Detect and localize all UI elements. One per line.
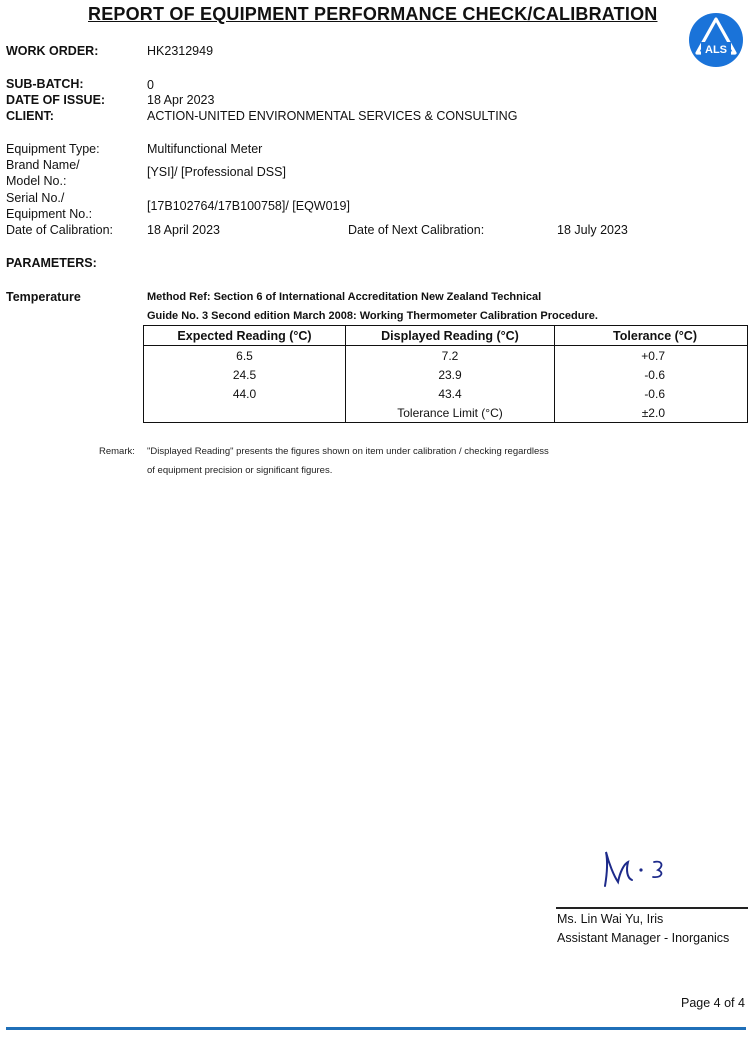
expected-cell: 44.0	[144, 384, 346, 403]
table-row	[144, 346, 748, 366]
remark-line-1: "Displayed Reading" presents the figures shown on item under calibration / checking regardless	[147, 446, 549, 457]
report-title: REPORT OF EQUIPMENT PERFORMANCE CHECK/CALIBRATION	[88, 4, 658, 24]
temperature-label: Temperature	[6, 290, 81, 304]
next-calibration-label: Date of Next Calibration:	[348, 223, 485, 237]
tolerance-cell: -0.6	[555, 384, 748, 403]
displayed-cell: 7.2	[346, 346, 555, 366]
date-of-issue-value: 18 Apr 2023	[147, 93, 215, 107]
brand-label-line-1: Brand Name/	[6, 158, 80, 172]
tolerance-limit-value: ±2.0	[555, 403, 748, 423]
empty-cell	[144, 403, 346, 423]
expected-cell: 6.5	[144, 346, 346, 366]
serial-label-line-1: Serial No./	[6, 191, 65, 205]
displayed-cell: 43.4	[346, 384, 555, 403]
displayed-cell: 23.9	[346, 365, 555, 384]
col-tolerance: Tolerance (°C)	[555, 326, 748, 346]
work-order-value: HK2312949	[147, 44, 214, 58]
work-order-label: WORK ORDER:	[6, 44, 99, 58]
footer-line	[6, 1027, 746, 1030]
sub-batch-label: SUB-BATCH:	[6, 77, 84, 91]
client-label: CLIENT:	[6, 109, 54, 123]
client-value: ACTION-UNITED ENVIRONMENTAL SERVICES & CONSULTING	[147, 109, 518, 123]
signature-image	[596, 848, 676, 892]
serial-label-line-2: Equipment No.:	[6, 207, 93, 221]
equipment-type-value: Multifunctional Meter	[147, 142, 263, 156]
equipment-type-label: Equipment Type:	[6, 142, 100, 156]
parameters-heading: PARAMETERS:	[6, 256, 97, 270]
logo-text: ALS	[705, 44, 727, 56]
tolerance-cell: -0.6	[555, 365, 748, 384]
remark-label: Remark:	[99, 446, 135, 457]
temperature-table	[143, 325, 748, 423]
tolerance-limit-row	[144, 403, 748, 423]
signature-line	[556, 907, 748, 909]
method-ref-line-2: Guide No. 3 Second edition March 2008: Working Thermometer Calibration Procedure.	[147, 310, 598, 322]
als-logo	[688, 12, 744, 68]
brand-label-line-2: Model No.:	[6, 174, 67, 188]
calibration-date-label: Date of Calibration:	[6, 223, 114, 237]
tolerance-limit-label: Tolerance Limit (°C)	[346, 403, 555, 423]
signer-name: Ms. Lin Wai Yu, Iris	[557, 912, 664, 926]
method-ref-line-1: Method Ref: Section 6 of International Accreditation New Zealand Technical	[147, 291, 542, 303]
next-calibration-value: 18 July 2023	[557, 223, 628, 237]
table-header-row	[144, 326, 748, 346]
table-row	[144, 384, 748, 403]
remark-line-2: of equipment precision or significant figures.	[147, 465, 333, 476]
calibration-date-value: 18 April 2023	[147, 223, 220, 237]
col-displayed-reading: Displayed Reading (°C)	[346, 326, 555, 346]
table-row	[144, 365, 748, 384]
col-expected-reading: Expected Reading (°C)	[144, 326, 346, 346]
serial-value: [17B102764/17B100758]/ [EQW019]	[147, 199, 350, 213]
signer-position: Assistant Manager - Inorganics	[557, 931, 730, 945]
brand-value: [YSI]/ [Professional DSS]	[147, 165, 286, 179]
sub-batch-value: 0	[147, 78, 154, 92]
date-of-issue-label: DATE OF ISSUE:	[6, 93, 106, 107]
page-number: Page 4 of 4	[681, 996, 745, 1010]
tolerance-cell: +0.7	[555, 346, 748, 366]
expected-cell: 24.5	[144, 365, 346, 384]
